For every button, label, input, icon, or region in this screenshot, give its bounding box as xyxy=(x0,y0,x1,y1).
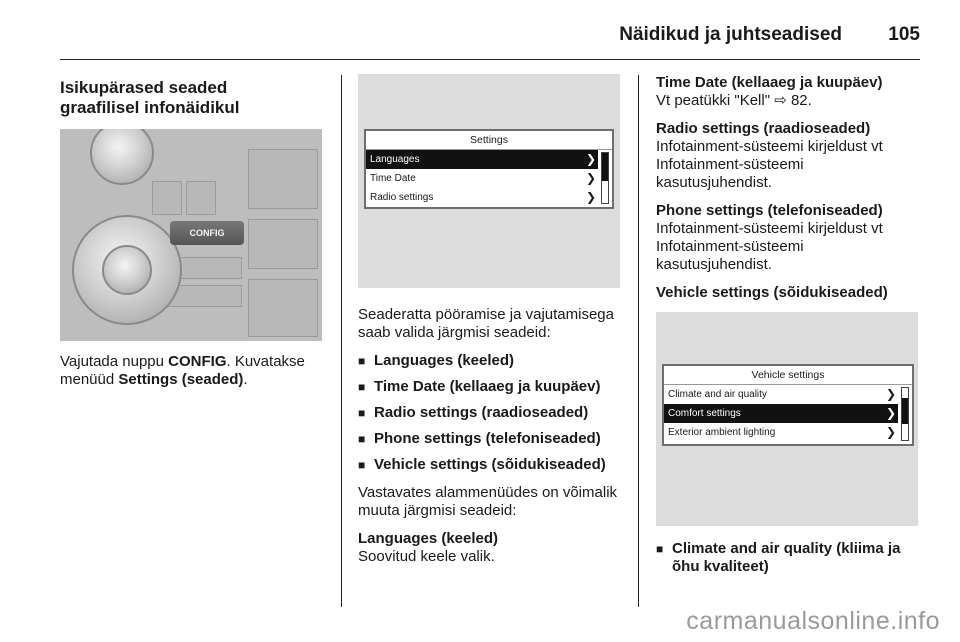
col2-intro: Seaderatta pööramise ja vajutamisega saab valida järgmisi seadeid: xyxy=(358,306,614,341)
vehicle-entry xyxy=(656,284,922,302)
settings-list xyxy=(358,352,620,474)
list-item: ■ Languages (keeled) xyxy=(358,352,620,370)
phone-term: Phone settings (telefoniseaded) xyxy=(656,202,883,219)
list-item: ■ Vehicle settings (sõidukiseaded) xyxy=(358,456,620,474)
settings-row-languages: Languages ❯ xyxy=(366,150,598,169)
running-head xyxy=(60,16,920,60)
column-3 xyxy=(656,74,922,586)
column-divider-2 xyxy=(638,75,639,607)
vehicle-row-exterior: Exterior ambient lighting ❯ xyxy=(664,423,898,442)
climate-list xyxy=(656,540,922,576)
phone-desc: Infotainment-süsteemi kirjeldust vt Infotainment-süsteemi kasutusjuhendist. xyxy=(656,220,883,273)
chapter-title: Näidikud ja juhtseadised xyxy=(619,24,842,45)
chevron-right-icon: ❯ xyxy=(585,190,596,204)
phone-entry xyxy=(656,202,922,274)
radio-desc: Infotainment-süsteemi kirjeldust vt Infotainment-süsteemi kasutusjuhendist. xyxy=(656,138,883,191)
chevron-right-icon: ❯ xyxy=(885,406,896,420)
intro-paragraph: Vajutada nuppu CONFIG. Kuvatakse menüüd Settings (seaded). xyxy=(60,353,305,388)
section-heading-line-1: Isikupärased seaded xyxy=(60,78,228,97)
page-reference-arrow-icon: ⇨ xyxy=(774,92,787,109)
vehicle-term: Vehicle settings (sõidukiseaded) xyxy=(656,284,888,301)
list-item: ■ Phone settings (telefoniseaded) xyxy=(358,430,620,448)
languages-entry xyxy=(358,530,620,566)
radio-entry xyxy=(656,120,922,192)
chevron-right-icon: ❯ xyxy=(585,171,596,185)
console-photo xyxy=(60,129,322,341)
list-item: ■ Time Date (kellaaeg ja kuupäev) xyxy=(358,378,620,396)
section-heading xyxy=(60,78,328,118)
languages-desc: Soovitud keele valik. xyxy=(358,548,495,565)
radio-term: Radio settings (raadioseaded) xyxy=(656,120,871,137)
settings-row-time-date: Time Date ❯ xyxy=(366,169,598,188)
column-2 xyxy=(358,74,620,576)
config-wheel-center-icon xyxy=(102,245,152,295)
vehicle-window-title: Vehicle settings xyxy=(664,366,912,385)
list-item: ■ Radio settings (raadioseaded) xyxy=(358,404,620,422)
settings-window-title: Settings xyxy=(366,131,612,150)
config-button: CONFIG xyxy=(170,221,244,245)
vehicle-row-comfort: Comfort settings ❯ xyxy=(664,404,898,423)
watermark: carmanualsonline.info xyxy=(686,607,940,635)
column-1 xyxy=(60,74,328,399)
column-divider-1 xyxy=(341,75,342,607)
vehicle-screen-image xyxy=(656,312,918,526)
languages-term: Languages (keeled) xyxy=(358,530,499,547)
time-date-entry: Time Date (kellaaeg ja kuupäev) Vt peatükki "Kell" ⇨ 82. xyxy=(656,74,922,110)
settings-row-radio: Radio settings ❯ xyxy=(366,188,598,207)
scrollbar xyxy=(601,152,609,204)
chevron-right-icon: ❯ xyxy=(885,387,896,401)
section-heading-line-2: graafilisel infonäidikul xyxy=(60,98,240,117)
vehicle-window xyxy=(662,364,914,446)
page-number: 105 xyxy=(888,24,920,45)
settings-window xyxy=(364,129,614,209)
vehicle-row-climate: Climate and air quality ❯ xyxy=(664,385,898,404)
time-date-term: Time Date (kellaaeg ja kuupäev) xyxy=(656,74,883,91)
list-item: ■ Climate and air quality (kliima ja õhu kvaliteet) xyxy=(656,540,922,576)
settings-screen-image xyxy=(358,74,620,288)
col2-after: Vastavates alammenüüdes on võimalik muuta järgmisi seadeid: xyxy=(358,484,618,519)
chevron-right-icon: ❯ xyxy=(585,152,596,166)
scrollbar xyxy=(901,387,909,441)
chevron-right-icon: ❯ xyxy=(885,425,896,439)
